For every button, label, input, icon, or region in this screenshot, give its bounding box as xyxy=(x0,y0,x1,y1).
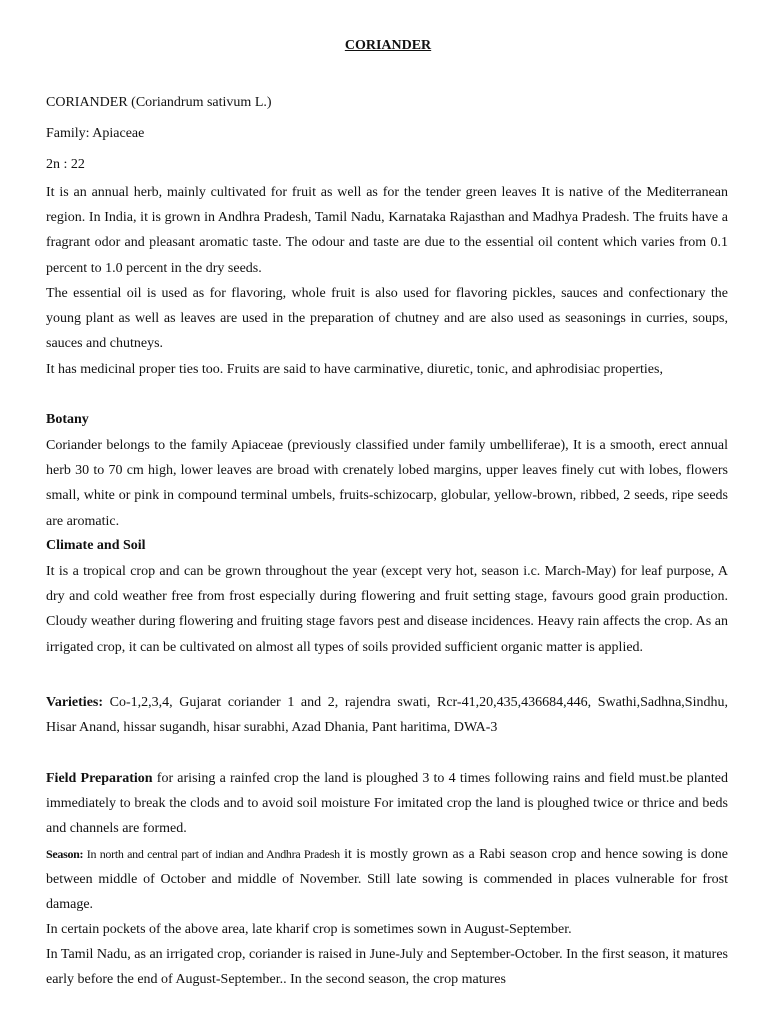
chromosome-line: 2n : 22 xyxy=(46,157,85,172)
botany-heading: Botany xyxy=(46,412,89,427)
tamil-nadu-paragraph: In Tamil Nadu, as an irrigated crop, coriander is raised in June-July and September-October. In the first season, it matures early before the end of August-September.. In the second season, the crop matures xyxy=(46,947,728,988)
climate-paragraph: It is a tropical crop and can be grown throughout the year (except very hot, season i.c. March-May) for leaf purpose, A dry and cold weather free from frost especially during flowering and fruit setting stage, favours good grain production. Cloudy weather during flowering and fruiting stage favors pest and disease incidences. Heavy rain affects the crop. As an irrigated crop, it can be cultivated on almost all types of soils provided sufficient organic matter is applied. xyxy=(46,564,728,655)
field-preparation-label: Field Preparation xyxy=(46,771,153,786)
climate-heading: Climate and Soil xyxy=(46,538,146,553)
season-label: Season: xyxy=(46,847,84,861)
kharif-paragraph: In certain pockets of the above area, late kharif crop is sometimes sown in August-September. xyxy=(46,922,572,937)
varieties-label: Varieties: xyxy=(46,695,104,710)
season-text: it is mostly grown as a Rabi season crop and hence sowing is done between middle of October and middle of November. Still late sowing is commended in places vulnerable for frost damage. xyxy=(46,847,728,913)
intro-paragraph-3: It has medicinal proper ties too. Fruits are said to have carminative, diuretic, tonic, and aphrodisiac properties, xyxy=(46,362,663,377)
season-paragraph xyxy=(46,842,728,918)
field-preparation-text: for arising a rainfed crop the land is ploughed 3 to 4 times following rains and field must.be planted immediately to break the clods and to avoid soil moisture For imitated crop the land is ploughed twice or thrice and beds and channels are formed. xyxy=(46,771,728,837)
document-title: CORIANDER xyxy=(344,38,432,53)
intro-paragraph-2: The essential oil is used as for flavoring, whole fruit is also used for flavoring pickles, sauces and confectionary the young plant as well as leaves are used in the preparation of chutney and are also used as seasonings in curries, soups, sauces and chutneys. xyxy=(46,286,728,352)
varieties-text: Co-1,2,3,4, Gujarat coriander 1 and 2, rajendra swati, Rcr-41,20,435,436684,446, Swathi,Sadhna,Sindhu, Hisar Anand, hissar sugandh, hisar surabhi, Azad Dhania, Pant haritima, DWA-3 xyxy=(46,695,728,736)
scientific-name-line: CORIANDER (Coriandrum sativum L.) xyxy=(46,95,272,110)
season-region-text: In north and central part of indian and Andhra Pradesh xyxy=(83,847,340,861)
family-line: Family: Apiaceae xyxy=(46,126,145,141)
field-preparation-paragraph xyxy=(46,766,728,842)
botany-paragraph: Coriander belongs to the family Apiaceae (previously classified under family umbelliferae), It is a smooth, erect annual herb 30 to 70 cm high, lower leaves are broad with crenately lobed margins, upper leaves finely cut with lobes, flowers small, white or pink in compound terminal umbels, fruits-schizocarp, globular, yellow-brown, ribbed, 2 seeds, ripe seeds are aromatic. xyxy=(46,438,728,529)
varieties-paragraph xyxy=(46,690,728,740)
intro-paragraph-1: It is an annual herb, mainly cultivated for fruit as well as for the tender green leaves It is native of the Mediterranean region. In India, it is grown in Andhra Pradesh, Tamil Nadu, Karnataka Rajasthan and Madhya Pradesh. The fruits have a fragrant odor and pleasant aromatic taste. The odour and taste are due to the essential oil content which varies from 0.1 percent to 1.0 percent in the dry seeds. xyxy=(46,185,728,276)
